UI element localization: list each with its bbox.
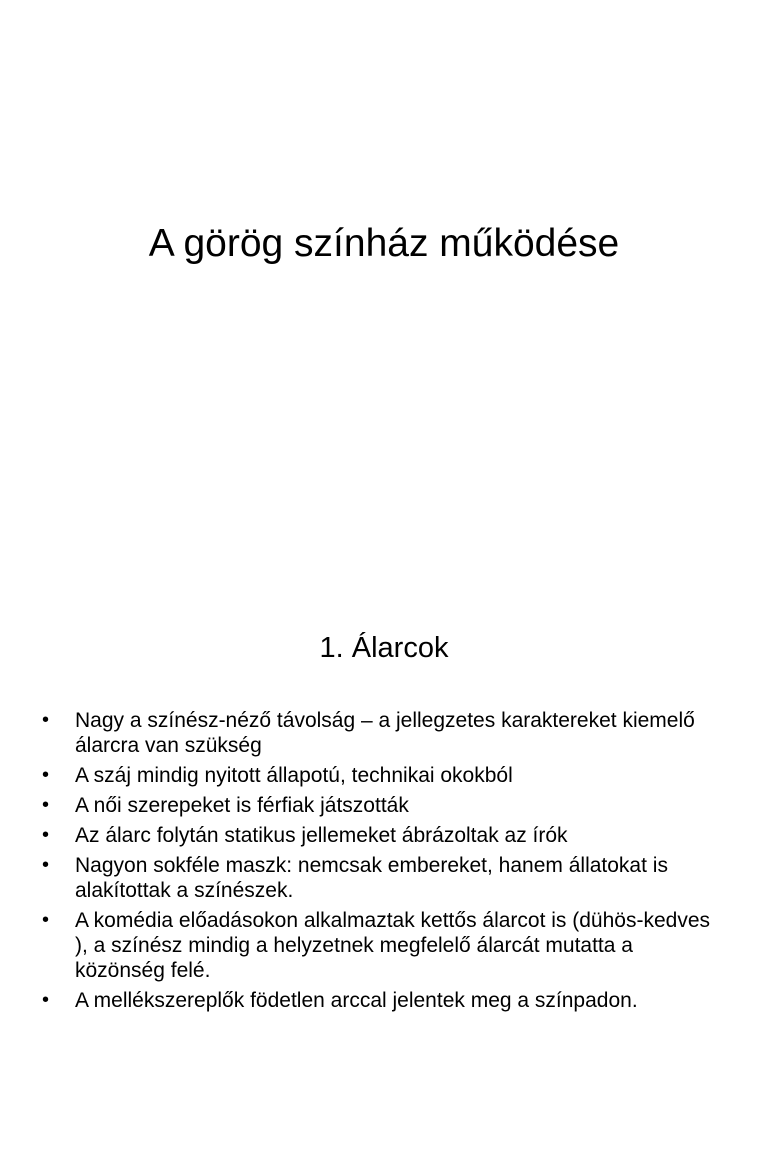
bullet-text: A női szerepeket is férfiak játszották <box>75 794 409 817</box>
bullet-icon: • <box>42 854 50 876</box>
bullet-text: A komédia előadásokon alkalmaztak kettős álarcot is (dühös-kedves ), a színész mindig a helyzetnek megfelelő álarcát mutatta a közönség felé. <box>75 909 711 982</box>
bullet-item <box>40 763 720 788</box>
bullet-text: Nagy a színész-néző távolság – a jellegzetes karaktereket kiemelő álarcra van szükség <box>75 709 695 757</box>
bullet-list <box>40 708 720 1018</box>
bullet-item <box>40 823 720 848</box>
content-slide-alarcok <box>0 576 768 1152</box>
bullet-icon: • <box>42 989 50 1011</box>
presentation-title: A görög színház működése <box>148 222 620 265</box>
bullet-item <box>40 908 720 983</box>
bullet-text: Az álarc folytán statikus jellemeket ábrázoltak az írók <box>75 824 568 847</box>
bullet-icon: • <box>42 709 50 731</box>
slide-heading: 1. Álarcok <box>319 632 449 664</box>
bullet-item <box>40 988 720 1013</box>
bullet-item <box>40 708 720 758</box>
bullet-text: Nagyon sokféle maszk: nemcsak embereket, hanem állatokat is alakítottak a színészek. <box>75 854 668 902</box>
bullet-text: A száj mindig nyitott állapotú, technikai okokból <box>75 764 513 787</box>
bullet-item <box>40 793 720 818</box>
bullet-icon: • <box>42 764 50 786</box>
bullet-icon: • <box>42 824 50 846</box>
bullet-icon: • <box>42 794 50 816</box>
bullet-text: A mellékszereplők födetlen arccal jelentek meg a színpadon. <box>75 989 638 1012</box>
bullet-icon: • <box>42 909 50 931</box>
bullet-item <box>40 853 720 903</box>
